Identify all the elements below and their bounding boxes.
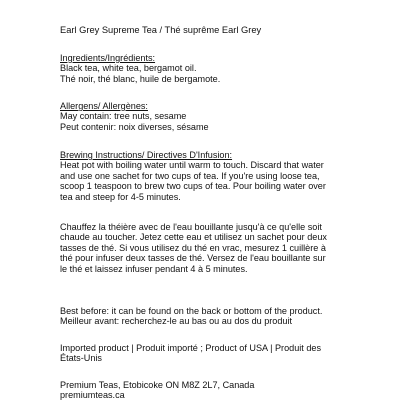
allergens-section: [60, 101, 392, 132]
allergens-heading: Allergens/ Allergènes:: [60, 101, 148, 111]
brewing-french-line: Chauffez la théière avec de l'eau bouillante jusqu'à ce qu'elle soit: [60, 222, 322, 232]
brewing-french-line: le thé et laissez infuser pendant 4 à 5 minutes.: [60, 263, 248, 274]
title-section: [60, 25, 392, 35]
company-address: Premium Teas, Etobicoke ON M8Z 2L7, Canada: [60, 380, 255, 390]
origin-line: États-Unis: [60, 353, 102, 364]
ingredients-french: Thé noir, thé blanc, huile de bergamote.: [60, 73, 221, 84]
brewing-french-line: thé pour infuser deux tasses de thé. Versez de l'eau bouillante sur: [60, 253, 326, 264]
brewing-english-line: and use one sachet for two cups of tea. If you're using loose tea,: [60, 170, 320, 181]
company-section: [60, 380, 392, 401]
brewing-french-line: chaude au toucher. Jetez cette eau et utilisez un sachet pour deux: [60, 232, 327, 243]
origin-line: Imported product | Produit importé ; Product of USA | Produit des: [60, 343, 321, 353]
ingredients-english: Black tea, white tea, bergamot oil.: [60, 63, 197, 74]
allergens-english: May contain: tree nuts, sesame: [60, 111, 187, 122]
brewing-english-line: Heat pot with boiling water until warm to touch. Discard that water: [60, 160, 324, 171]
brewing-heading: Brewing Instructions/ Directives D'Infusion:: [60, 150, 233, 160]
document-title: Earl Grey Supreme Tea / Thé suprême Earl Grey: [60, 25, 262, 35]
brewing-english-line: scoop 1 teaspoon to brew two cups of tea. Pour boiling water over: [60, 181, 326, 192]
brewing-french-section: [60, 222, 392, 274]
best-before-english: Best before: it can be found on the back or bottom of the product.: [60, 306, 323, 316]
best-before-french: Meilleur avant: recherchez-le au bas ou au dos du produit: [60, 316, 293, 327]
ingredients-heading: Ingredients/Ingrédients:: [60, 53, 156, 63]
brewing-section: [60, 150, 392, 202]
brewing-english-line: tea and steep for 4-5 minutes.: [60, 191, 181, 202]
origin-section: [60, 343, 392, 364]
company-website: premiumteas.ca: [60, 390, 125, 401]
allergens-french: Peut contenir: noix diverses, sésame: [60, 121, 209, 132]
brewing-french-line: tasses de thé. Si vous utilisez du thé en vrac, mesurez 1 cuillère à: [60, 242, 326, 253]
ingredients-section: [60, 53, 392, 84]
best-before-section: [60, 306, 392, 327]
